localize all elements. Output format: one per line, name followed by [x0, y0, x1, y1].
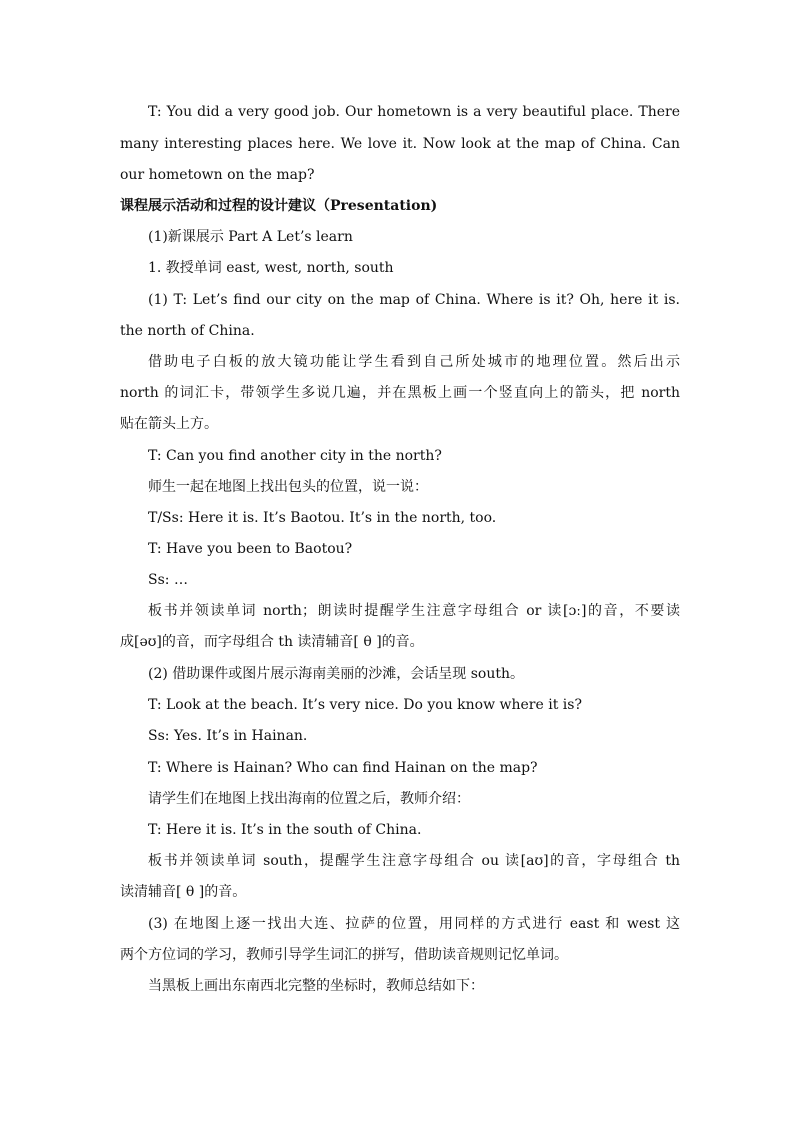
paragraph-line: 师生一起在地图上找出包头的位置，说一说：	[148, 479, 428, 495]
dialogue-line: Ss: Yes. It’s in Hainan.	[148, 728, 308, 744]
dialogue-line: T: Look at the beach. It’s very nice. Do you know where it is?	[148, 697, 582, 713]
paragraph-line: T: You did a very good job. Our hometown is a very beautiful place. There	[148, 104, 680, 120]
paragraph-line: many interesting places here. We love it. Now look at the map of China. Can	[120, 136, 680, 152]
paragraph-line: 请学生们在地图上找出海南的位置之后，教师介绍：	[148, 791, 470, 807]
dialogue-line: T: Here it is. It’s in the south of China.	[148, 822, 422, 838]
paragraph-line: north 的词汇卡，带领学生多说几遍，并在黑板上画一个竖直向上的箭头，把 north	[120, 385, 680, 401]
paragraph-line: 板书并领读单词 north；朗读时提醒学生注意字母组合 or 读[ɔː]的音，不要读	[148, 603, 680, 619]
paragraph-line: (2) 借助课件或图片展示海南美丽的沙滩，会话呈现 south。	[148, 666, 525, 682]
paragraph-line: 成[əʊ]的音，而字母组合 th 读清辅音[ θ ]的音。	[120, 634, 424, 650]
paragraph-line: 读清辅音[ θ ]的音。	[120, 884, 247, 900]
dialogue-line: the north of China.	[120, 323, 255, 339]
paragraph-line: our hometown on the map?	[120, 167, 315, 183]
dialogue-line: T/Ss: Here it is. It’s Baotou. It’s in the north, too.	[148, 510, 497, 526]
paragraph-line: (3) 在地图上逐一找出大连、拉萨的位置，用同样的方式进行 east 和 west 这	[148, 916, 680, 932]
paragraph-line: 贴在箭头上方。	[120, 416, 218, 432]
paragraph-line: 两个方位词的学习，教师引导学生词汇的拼写，借助读音规则记忆单词。	[120, 947, 568, 963]
dialogue-line: T: Can you find another city in the north?	[148, 448, 442, 464]
dialogue-line: T: Have you been to Baotou?	[148, 541, 353, 557]
section-heading: 课程展示活动和过程的设计建议（Presentation)	[120, 198, 438, 214]
dialogue-line: T: Where is Hainan? Who can find Hainan on the map?	[148, 760, 538, 776]
dialogue-line: Ss: …	[148, 572, 188, 588]
subsection-title: (1)新课展示 Part A Let’s learn	[148, 229, 353, 245]
dialogue-line: (1) T: Let’s find our city on the map of China. Where is it? Oh, here it is.	[148, 292, 680, 308]
paragraph-line: 板书并领读单词 south，提醒学生注意字母组合 ou 读[aʊ]的音，字母组合 th	[148, 853, 680, 869]
step-title: 1. 教授单词 east, west, north, south	[148, 260, 394, 276]
paragraph-line: 借助电子白板的放大镜功能让学生看到自己所处城市的地理位置。然后出示	[148, 354, 680, 370]
paragraph-line: 当黑板上画出东南西北完整的坐标时，教师总结如下：	[148, 978, 484, 994]
